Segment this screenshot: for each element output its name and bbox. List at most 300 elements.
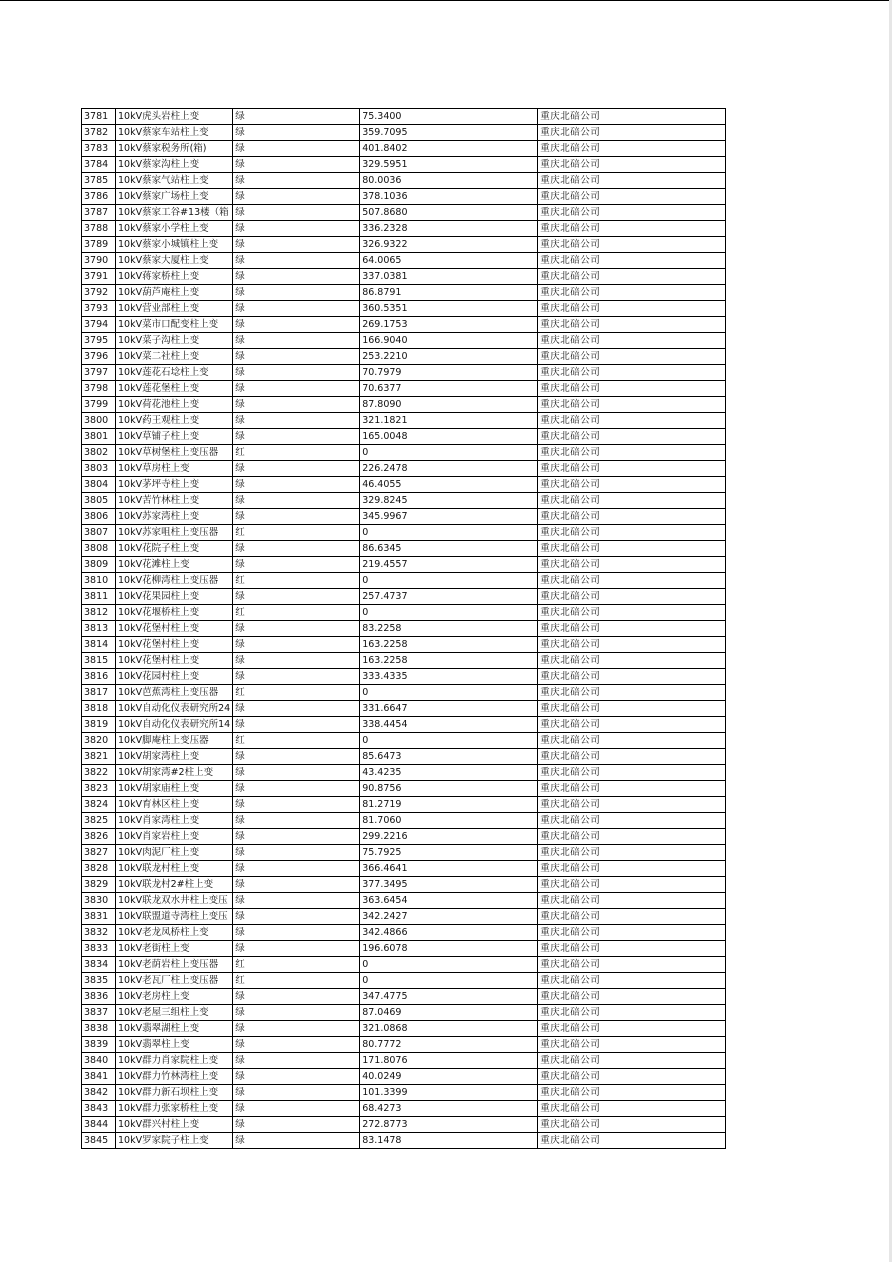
- status-cell: 绿: [233, 365, 360, 381]
- company-cell: 重庆北碚公司: [538, 781, 726, 797]
- table-row: [82, 1085, 726, 1101]
- table-row: [82, 621, 726, 637]
- table-row: [82, 957, 726, 973]
- company-cell: 重庆北碚公司: [538, 909, 726, 925]
- company-cell: 重庆北碚公司: [538, 861, 726, 877]
- value-cell: 299.2216: [360, 829, 538, 845]
- company-cell: 重庆北碚公司: [538, 1037, 726, 1053]
- status-cell: 绿: [233, 829, 360, 845]
- table-row: [82, 173, 726, 189]
- row-number-cell: 3809: [82, 557, 116, 573]
- status-cell: 绿: [233, 669, 360, 685]
- transformer-name-cell: 10kV苏家咀柱上变压器: [116, 525, 233, 541]
- company-cell: 重庆北碚公司: [538, 1101, 726, 1117]
- transformer-name-cell: 10kV罗家院子柱上变: [116, 1133, 233, 1149]
- row-number-cell: 3787: [82, 205, 116, 221]
- value-cell: 0: [360, 973, 538, 989]
- company-cell: 重庆北碚公司: [538, 397, 726, 413]
- company-cell: 重庆北碚公司: [538, 253, 726, 269]
- table-row: [82, 829, 726, 845]
- row-number-cell: 3784: [82, 157, 116, 173]
- row-number-cell: 3802: [82, 445, 116, 461]
- status-cell: 绿: [233, 1053, 360, 1069]
- transformer-name-cell: 10kV老街柱上变: [116, 941, 233, 957]
- row-number-cell: 3840: [82, 1053, 116, 1069]
- table-row: [82, 157, 726, 173]
- table-row: [82, 445, 726, 461]
- company-cell: 重庆北碚公司: [538, 829, 726, 845]
- status-cell: 绿: [233, 637, 360, 653]
- transformer-name-cell: 10kV草房柱上变: [116, 461, 233, 477]
- table-row: [82, 845, 726, 861]
- value-cell: 219.4557: [360, 557, 538, 573]
- table-row: [82, 525, 726, 541]
- value-cell: 46.4055: [360, 477, 538, 493]
- value-cell: 366.4641: [360, 861, 538, 877]
- transformer-name-cell: 10kV蔡家沟柱上变: [116, 157, 233, 173]
- value-cell: 75.7925: [360, 845, 538, 861]
- row-number-cell: 3788: [82, 221, 116, 237]
- table-row: [82, 733, 726, 749]
- company-cell: 重庆北碚公司: [538, 733, 726, 749]
- transformer-name-cell: 10kV翡翠柱上变: [116, 1037, 233, 1053]
- row-number-cell: 3783: [82, 141, 116, 157]
- transformer-name-cell: 10kV苦竹林柱上变: [116, 493, 233, 509]
- value-cell: 257.4737: [360, 589, 538, 605]
- company-cell: 重庆北碚公司: [538, 701, 726, 717]
- table-row: [82, 1005, 726, 1021]
- table-body: [82, 109, 726, 1149]
- value-cell: 64.0065: [360, 253, 538, 269]
- row-number-cell: 3816: [82, 669, 116, 685]
- value-cell: 226.2478: [360, 461, 538, 477]
- row-number-cell: 3781: [82, 109, 116, 125]
- transformer-name-cell: 10kV莲花堡柱上变: [116, 381, 233, 397]
- value-cell: 85.6473: [360, 749, 538, 765]
- table-row: [82, 861, 726, 877]
- transformer-name-cell: 10kV联盟道寺湾柱上变压: [116, 909, 233, 925]
- value-cell: 86.8791: [360, 285, 538, 301]
- transformer-name-cell: 10kV肉泥厂柱上变: [116, 845, 233, 861]
- transformer-name-cell: 10kV老房柱上变: [116, 989, 233, 1005]
- table-row: [82, 669, 726, 685]
- value-cell: 337.0381: [360, 269, 538, 285]
- table-row: [82, 765, 726, 781]
- value-cell: 68.4273: [360, 1101, 538, 1117]
- row-number-cell: 3791: [82, 269, 116, 285]
- status-cell: 绿: [233, 157, 360, 173]
- value-cell: 81.7060: [360, 813, 538, 829]
- status-cell: 红: [233, 445, 360, 461]
- page-top-border: [0, 0, 892, 1]
- value-cell: 269.1753: [360, 317, 538, 333]
- value-cell: 87.0469: [360, 1005, 538, 1021]
- company-cell: 重庆北碚公司: [538, 1005, 726, 1021]
- transformer-name-cell: 10kV花园村柱上变: [116, 669, 233, 685]
- transformer-name-cell: 10kV草树堡柱上变压器: [116, 445, 233, 461]
- value-cell: 338.4454: [360, 717, 538, 733]
- row-number-cell: 3805: [82, 493, 116, 509]
- value-cell: 0: [360, 685, 538, 701]
- company-cell: 重庆北碚公司: [538, 349, 726, 365]
- status-cell: 绿: [233, 109, 360, 125]
- table-row: [82, 941, 726, 957]
- row-number-cell: 3808: [82, 541, 116, 557]
- status-cell: 绿: [233, 477, 360, 493]
- company-cell: 重庆北碚公司: [538, 621, 726, 637]
- row-number-cell: 3793: [82, 301, 116, 317]
- table-row: [82, 301, 726, 317]
- table-row: [82, 189, 726, 205]
- transformer-name-cell: 10kV脚庵柱上变压器: [116, 733, 233, 749]
- value-cell: 321.1821: [360, 413, 538, 429]
- transformer-name-cell: 10kV花堡村柱上变: [116, 621, 233, 637]
- value-cell: 0: [360, 445, 538, 461]
- status-cell: 红: [233, 973, 360, 989]
- transformer-name-cell: 10kV虎头岩柱上变: [116, 109, 233, 125]
- row-number-cell: 3806: [82, 509, 116, 525]
- value-cell: 75.3400: [360, 109, 538, 125]
- transformer-name-cell: 10kV自动化仪表研究所14: [116, 717, 233, 733]
- status-cell: 绿: [233, 1133, 360, 1149]
- row-number-cell: 3817: [82, 685, 116, 701]
- company-cell: 重庆北碚公司: [538, 477, 726, 493]
- value-cell: 0: [360, 605, 538, 621]
- table-row: [82, 125, 726, 141]
- value-cell: 342.2427: [360, 909, 538, 925]
- table-row: [82, 477, 726, 493]
- company-cell: 重庆北碚公司: [538, 637, 726, 653]
- status-cell: 绿: [233, 317, 360, 333]
- row-number-cell: 3830: [82, 893, 116, 909]
- company-cell: 重庆北碚公司: [538, 205, 726, 221]
- value-cell: 377.3495: [360, 877, 538, 893]
- row-number-cell: 3810: [82, 573, 116, 589]
- row-number-cell: 3797: [82, 365, 116, 381]
- table-row: [82, 1117, 726, 1133]
- row-number-cell: 3829: [82, 877, 116, 893]
- transformer-name-cell: 10kV蔡家大厦柱上变: [116, 253, 233, 269]
- company-cell: 重庆北碚公司: [538, 141, 726, 157]
- row-number-cell: 3818: [82, 701, 116, 717]
- status-cell: 绿: [233, 1005, 360, 1021]
- table-row: [82, 1053, 726, 1069]
- row-number-cell: 3811: [82, 589, 116, 605]
- company-cell: 重庆北碚公司: [538, 445, 726, 461]
- company-cell: 重庆北碚公司: [538, 685, 726, 701]
- company-cell: 重庆北碚公司: [538, 973, 726, 989]
- row-number-cell: 3823: [82, 781, 116, 797]
- status-cell: 绿: [233, 541, 360, 557]
- table-row: [82, 893, 726, 909]
- company-cell: 重庆北碚公司: [538, 157, 726, 173]
- company-cell: 重庆北碚公司: [538, 109, 726, 125]
- row-number-cell: 3838: [82, 1021, 116, 1037]
- status-cell: 绿: [233, 461, 360, 477]
- status-cell: 绿: [233, 781, 360, 797]
- value-cell: 0: [360, 573, 538, 589]
- table-row: [82, 509, 726, 525]
- row-number-cell: 3833: [82, 941, 116, 957]
- table-row: [82, 909, 726, 925]
- status-cell: 绿: [233, 1069, 360, 1085]
- transformer-name-cell: 10kV花滩柱上变: [116, 557, 233, 573]
- table-row: [82, 989, 726, 1005]
- table-row: [82, 557, 726, 573]
- transformer-name-cell: 10kV自动化仪表研究所24: [116, 701, 233, 717]
- table-row: [82, 141, 726, 157]
- value-cell: 0: [360, 957, 538, 973]
- status-cell: 绿: [233, 1085, 360, 1101]
- status-cell: 绿: [233, 557, 360, 573]
- status-cell: 绿: [233, 893, 360, 909]
- row-number-cell: 3824: [82, 797, 116, 813]
- table-row: [82, 653, 726, 669]
- value-cell: 336.2328: [360, 221, 538, 237]
- table-row: [82, 365, 726, 381]
- value-cell: 83.1478: [360, 1133, 538, 1149]
- value-cell: 329.5951: [360, 157, 538, 173]
- transformer-name-cell: 10kV草铺子柱上变: [116, 429, 233, 445]
- transformer-name-cell: 10kV老荫岩柱上变压器: [116, 957, 233, 973]
- status-cell: 绿: [233, 381, 360, 397]
- company-cell: 重庆北碚公司: [538, 605, 726, 621]
- status-cell: 绿: [233, 397, 360, 413]
- company-cell: 重庆北碚公司: [538, 1053, 726, 1069]
- row-number-cell: 3828: [82, 861, 116, 877]
- table-row: [82, 349, 726, 365]
- transformer-name-cell: 10kV群力竹林湾柱上变: [116, 1069, 233, 1085]
- table-row: [82, 461, 726, 477]
- value-cell: 163.2258: [360, 637, 538, 653]
- value-cell: 326.9322: [360, 237, 538, 253]
- company-cell: 重庆北碚公司: [538, 381, 726, 397]
- company-cell: 重庆北碚公司: [538, 237, 726, 253]
- status-cell: 绿: [233, 509, 360, 525]
- table-row: [82, 925, 726, 941]
- transformer-name-cell: 10kV花院子柱上变: [116, 541, 233, 557]
- status-cell: 红: [233, 573, 360, 589]
- company-cell: 重庆北碚公司: [538, 317, 726, 333]
- transformer-name-cell: 10kV育林区柱上变: [116, 797, 233, 813]
- status-cell: 红: [233, 525, 360, 541]
- table-row: [82, 717, 726, 733]
- company-cell: 重庆北碚公司: [538, 1117, 726, 1133]
- row-number-cell: 3812: [82, 605, 116, 621]
- row-number-cell: 3813: [82, 621, 116, 637]
- value-cell: 81.2719: [360, 797, 538, 813]
- row-number-cell: 3801: [82, 429, 116, 445]
- company-cell: 重庆北碚公司: [538, 669, 726, 685]
- table-row: [82, 253, 726, 269]
- row-number-cell: 3798: [82, 381, 116, 397]
- status-cell: 绿: [233, 1117, 360, 1133]
- status-cell: 绿: [233, 989, 360, 1005]
- row-number-cell: 3803: [82, 461, 116, 477]
- status-cell: 绿: [233, 653, 360, 669]
- transformer-name-cell: 10kV群力肖家院柱上变: [116, 1053, 233, 1069]
- table-row: [82, 637, 726, 653]
- row-number-cell: 3814: [82, 637, 116, 653]
- value-cell: 90.8756: [360, 781, 538, 797]
- table-row: [82, 1101, 726, 1117]
- table-row: [82, 381, 726, 397]
- transformer-name-cell: 10kV老龙凤桥柱上变: [116, 925, 233, 941]
- table-row: [82, 573, 726, 589]
- company-cell: 重庆北碚公司: [538, 749, 726, 765]
- value-cell: 166.9040: [360, 333, 538, 349]
- transformer-name-cell: 10kV菜二社柱上变: [116, 349, 233, 365]
- company-cell: 重庆北碚公司: [538, 925, 726, 941]
- value-cell: 378.1036: [360, 189, 538, 205]
- transformer-name-cell: 10kV菜子沟柱上变: [116, 333, 233, 349]
- row-number-cell: 3789: [82, 237, 116, 253]
- transformer-name-cell: 10kV联龙村2#柱上变: [116, 877, 233, 893]
- company-cell: 重庆北碚公司: [538, 365, 726, 381]
- value-cell: 101.3399: [360, 1085, 538, 1101]
- company-cell: 重庆北碚公司: [538, 1021, 726, 1037]
- status-cell: 绿: [233, 925, 360, 941]
- company-cell: 重庆北碚公司: [538, 461, 726, 477]
- table-row: [82, 221, 726, 237]
- table-row: [82, 781, 726, 797]
- value-cell: 165.0048: [360, 429, 538, 445]
- transformer-name-cell: 10kV荷花池柱上变: [116, 397, 233, 413]
- status-cell: 绿: [233, 493, 360, 509]
- value-cell: 333.4335: [360, 669, 538, 685]
- row-number-cell: 3822: [82, 765, 116, 781]
- company-cell: 重庆北碚公司: [538, 269, 726, 285]
- transformer-name-cell: 10kV花果园柱上变: [116, 589, 233, 605]
- table-row: [82, 1069, 726, 1085]
- value-cell: 360.5351: [360, 301, 538, 317]
- row-number-cell: 3845: [82, 1133, 116, 1149]
- transformer-name-cell: 10kV芭蕉湾柱上变压器: [116, 685, 233, 701]
- status-cell: 绿: [233, 941, 360, 957]
- row-number-cell: 3831: [82, 909, 116, 925]
- value-cell: 43.4235: [360, 765, 538, 781]
- company-cell: 重庆北碚公司: [538, 957, 726, 973]
- status-cell: 绿: [233, 205, 360, 221]
- status-cell: 绿: [233, 173, 360, 189]
- company-cell: 重庆北碚公司: [538, 717, 726, 733]
- table-row: [82, 269, 726, 285]
- status-cell: 绿: [233, 141, 360, 157]
- value-cell: 272.8773: [360, 1117, 538, 1133]
- value-cell: 331.6647: [360, 701, 538, 717]
- transformer-name-cell: 10kV花堰桥柱上变: [116, 605, 233, 621]
- row-number-cell: 3835: [82, 973, 116, 989]
- value-cell: 321.0868: [360, 1021, 538, 1037]
- company-cell: 重庆北碚公司: [538, 125, 726, 141]
- transformer-name-cell: 10kV胡家庙柱上变: [116, 781, 233, 797]
- transformer-name-cell: 10kV花堡村柱上变: [116, 653, 233, 669]
- value-cell: 347.4775: [360, 989, 538, 1005]
- status-cell: 绿: [233, 701, 360, 717]
- row-number-cell: 3832: [82, 925, 116, 941]
- transformer-name-cell: 10kV药王观柱上变: [116, 413, 233, 429]
- transformer-name-cell: 10kV花柳湾柱上变压器: [116, 573, 233, 589]
- value-cell: 70.6377: [360, 381, 538, 397]
- table-row: [82, 109, 726, 125]
- company-cell: 重庆北碚公司: [538, 509, 726, 525]
- table-row: [82, 877, 726, 893]
- transformer-name-cell: 10kV茅坪寺柱上变: [116, 477, 233, 493]
- company-cell: 重庆北碚公司: [538, 765, 726, 781]
- table-row: [82, 429, 726, 445]
- company-cell: 重庆北碚公司: [538, 941, 726, 957]
- value-cell: 80.7772: [360, 1037, 538, 1053]
- transformer-name-cell: 10kV老瓦厂柱上变压器: [116, 973, 233, 989]
- transformer-name-cell: 10kV肖家岩柱上变: [116, 829, 233, 845]
- table-row: [82, 493, 726, 509]
- transformer-name-cell: 10kV肖家湾柱上变: [116, 813, 233, 829]
- status-cell: 绿: [233, 749, 360, 765]
- company-cell: 重庆北碚公司: [538, 845, 726, 861]
- value-cell: 342.4866: [360, 925, 538, 941]
- status-cell: 红: [233, 957, 360, 973]
- row-number-cell: 3804: [82, 477, 116, 493]
- status-cell: 红: [233, 733, 360, 749]
- row-number-cell: 3796: [82, 349, 116, 365]
- row-number-cell: 3799: [82, 397, 116, 413]
- row-number-cell: 3807: [82, 525, 116, 541]
- value-cell: 86.6345: [360, 541, 538, 557]
- transformer-name-cell: 10kV老屋三组柱上变: [116, 1005, 233, 1021]
- company-cell: 重庆北碚公司: [538, 989, 726, 1005]
- table-row: [82, 237, 726, 253]
- transformer-name-cell: 10kV翡翠湖柱上变: [116, 1021, 233, 1037]
- row-number-cell: 3834: [82, 957, 116, 973]
- table-row: [82, 797, 726, 813]
- status-cell: 绿: [233, 1037, 360, 1053]
- table-row: [82, 813, 726, 829]
- status-cell: 绿: [233, 589, 360, 605]
- company-cell: 重庆北碚公司: [538, 557, 726, 573]
- value-cell: 87.8090: [360, 397, 538, 413]
- status-cell: 绿: [233, 333, 360, 349]
- transformer-table: [81, 108, 726, 1149]
- value-cell: 401.8402: [360, 141, 538, 157]
- row-number-cell: 3800: [82, 413, 116, 429]
- value-cell: 359.7095: [360, 125, 538, 141]
- value-cell: 70.7979: [360, 365, 538, 381]
- value-cell: 507.8680: [360, 205, 538, 221]
- value-cell: 171.8076: [360, 1053, 538, 1069]
- company-cell: 重庆北碚公司: [538, 413, 726, 429]
- row-number-cell: 3785: [82, 173, 116, 189]
- company-cell: 重庆北碚公司: [538, 573, 726, 589]
- status-cell: 绿: [233, 877, 360, 893]
- table-row: [82, 701, 726, 717]
- status-cell: 绿: [233, 269, 360, 285]
- table-row: [82, 285, 726, 301]
- status-cell: 绿: [233, 349, 360, 365]
- row-number-cell: 3819: [82, 717, 116, 733]
- status-cell: 绿: [233, 797, 360, 813]
- transformer-name-cell: 10kV葫芦庵柱上变: [116, 285, 233, 301]
- table-row: [82, 333, 726, 349]
- table-row: [82, 1021, 726, 1037]
- row-number-cell: 3826: [82, 829, 116, 845]
- transformer-name-cell: 10kV联龙村柱上变: [116, 861, 233, 877]
- row-number-cell: 3790: [82, 253, 116, 269]
- row-number-cell: 3782: [82, 125, 116, 141]
- status-cell: 绿: [233, 861, 360, 877]
- transformer-name-cell: 10kV蔡家车站柱上变: [116, 125, 233, 141]
- status-cell: 绿: [233, 221, 360, 237]
- value-cell: 80.0036: [360, 173, 538, 189]
